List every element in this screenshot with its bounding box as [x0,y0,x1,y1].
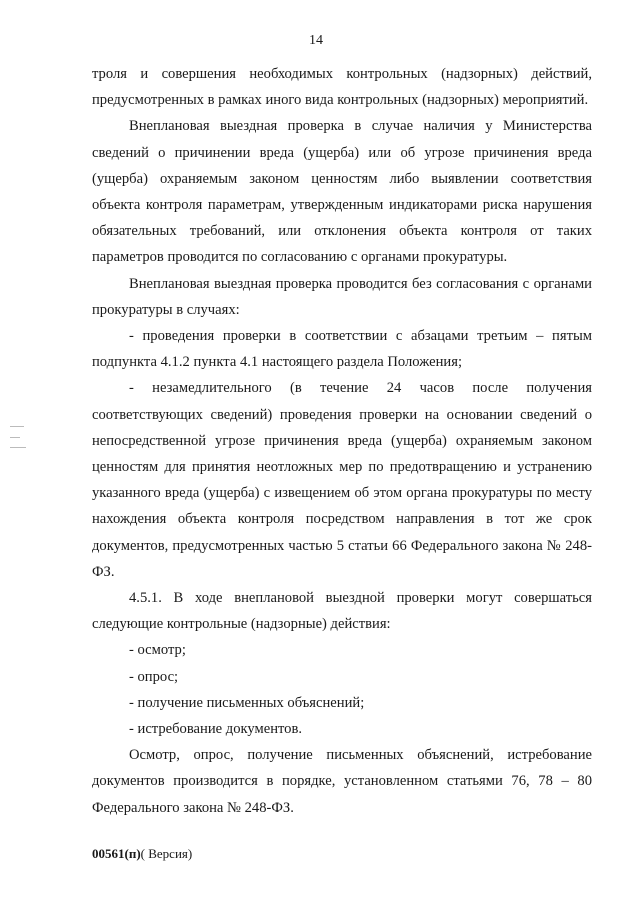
list-item-action-2: - опрос; [129,668,179,685]
scan-artifact [10,447,26,448]
paragraph-continuation: троля и совершения необходимых контрольных (надзорных) действий, предусмотренных в рамках иного вида контрольных (надзорных) мероприятий. [92,66,592,109]
list-item-case-2: - незамедлительного (в течение 24 часов после получения соответствующих сведений) проведения проверки на основании сведений о непосредственной угрозе причинения вреда (ущерба) охраняемым законом ценностям для принятия неотложных мер по предотвращению и устранению указанного вреда (ущерба) с извещением об этом органа прокуратуры по месту нахождения объекта контроля посредством направления в тот же срок документов, предусмотренных частью 5 статьи 66 Федерального закона № 248-ФЗ. [92,380,592,580]
list-item-action-1: - осмотр; [129,642,186,659]
document-body [92,61,592,821]
paragraph-clause-4-5-1: 4.5.1. В ходе внеплановой выездной проверки могут совершаться следующие контрольные (надзорные) действия: [92,590,592,633]
document-footer [92,846,192,862]
scan-artifact [10,426,24,427]
paragraph-unplanned-agreement: Внеплановая выездная проверка в случае наличия у Министерства сведений о причинении вреда (ущерба) или об угрозе причинения вреда (ущерба) охраняемым законом ценностям либо выявлении соответствия объекта контроля параметрам, утвержденным индикаторами риска нарушения обязательных требований, или отклонения объекта контроля от таких параметров проводится по согласованию с органами прокуратуры. [92,118,592,266]
list-item-action-3: - получение письменных объяснений; [129,694,365,711]
list-item-action-4: - истребование документов. [129,721,303,738]
scan-artifact [10,437,20,438]
paragraph-procedure: Осмотр, опрос, получение письменных объяснений, истребование документов производится в порядке, установленном статьями 76, 78 – 80 Федерального закона № 248-ФЗ. [92,747,592,816]
page-number: 14 [309,33,323,48]
paragraph-unplanned-no-agreement: Внеплановая выездная проверка проводится без согласования с органами прокуратуры в случаях: [92,275,592,318]
list-item-case-1: - проведения проверки в соответствии с абзацами третьим – пятым подпункта 4.1.2 пункта 4.1 настоящего раздела Положения; [92,328,592,371]
document-code: 00561(п) [92,846,141,861]
document-version: ( Версия) [140,846,193,861]
